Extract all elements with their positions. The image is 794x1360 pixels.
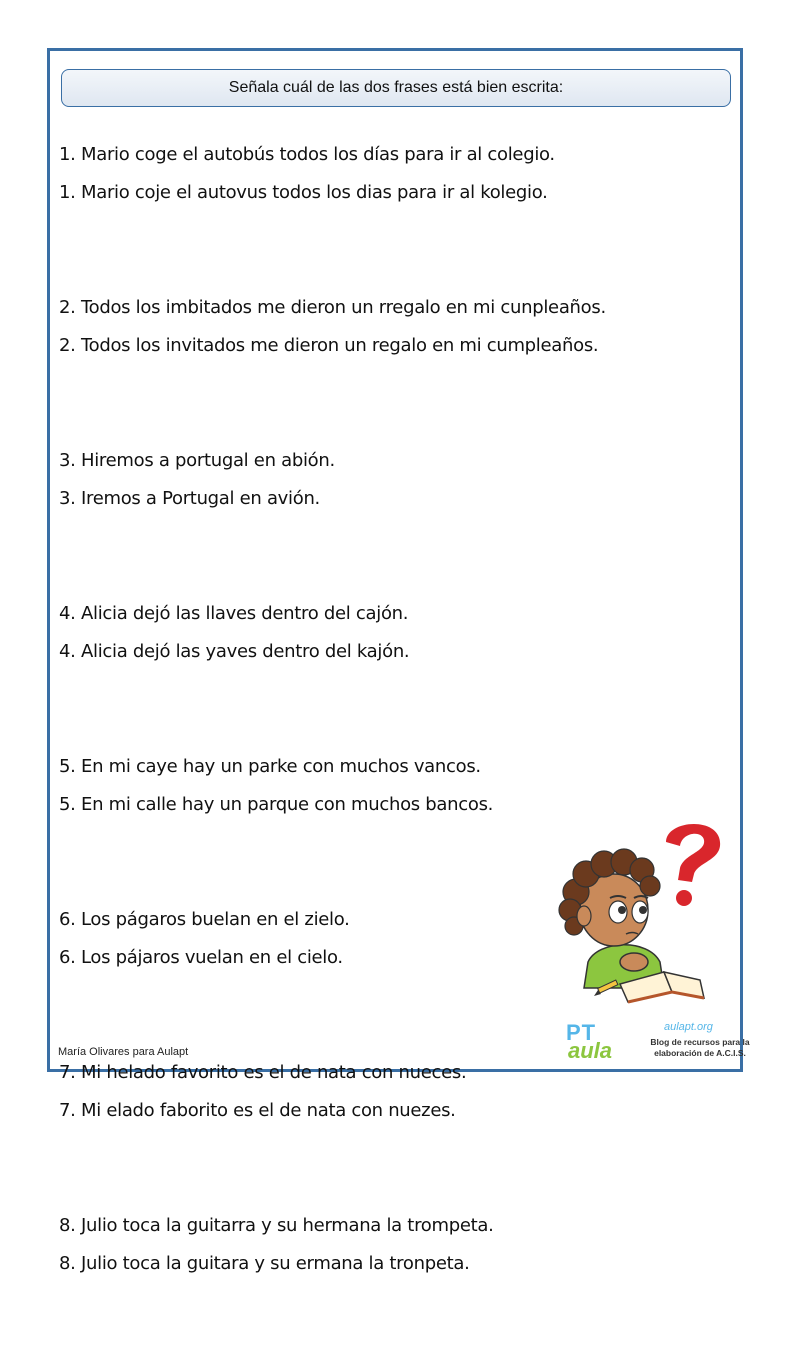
sentence-option[interactable]: 2. Todos los imbitados me dieron un rregalo en mi cunpleaños. <box>59 297 606 318</box>
aulapt-logo[interactable] <box>566 1018 756 1068</box>
instruction-title: Señala cuál de las dos frases está bien escrita: <box>228 79 564 96</box>
sentence-option[interactable]: 1. Mario coge el autobús todos los días para ir al colegio. <box>59 144 555 165</box>
sentence-option[interactable]: 6. Los pájaros vuelan en el cielo. <box>59 947 343 968</box>
sentence-option[interactable]: 5. En mi caye hay un parke con muchos vancos. <box>59 756 481 777</box>
sentence-pair-3 <box>59 442 719 595</box>
logo-tagline-line1: Blog de recursos para la <box>650 1037 750 1047</box>
question-mark-icon <box>666 824 720 906</box>
sentence-option[interactable]: 7. Mi elado faborito es el de nata con nuezes. <box>59 1100 456 1121</box>
sentence-option[interactable]: 7. Mi helado favorito es el de nata con nueces. <box>59 1062 467 1083</box>
sentence-pair-7 <box>59 1054 719 1207</box>
logo-tagline <box>644 1037 756 1059</box>
sentence-option[interactable]: 5. En mi calle hay un parque con muchos bancos. <box>59 794 494 815</box>
sentence-pair-2 <box>59 289 719 442</box>
sentence-option[interactable]: 4. Alicia dejó las yaves dentro del kajón. <box>59 641 410 662</box>
author-credit: María Olivares para Aulapt <box>58 1046 189 1058</box>
sentence-option[interactable]: 8. Julio toca la guitara y su ermana la tronpeta. <box>59 1253 470 1274</box>
sentence-option[interactable]: 2. Todos los invitados me dieron un regalo en mi cumpleaños. <box>59 335 599 356</box>
logo-tagline-line2: elaboración de A.C.I.S. <box>654 1048 746 1058</box>
sentence-pair-1 <box>59 136 719 289</box>
sentence-pair-4 <box>59 595 719 748</box>
sentence-list <box>59 136 719 1360</box>
sentence-option[interactable]: 8. Julio toca la guitarra y su hermana la trompeta. <box>59 1215 494 1236</box>
sentence-option[interactable]: 3. Iremos a Portugal en avión. <box>59 488 320 509</box>
sentence-option[interactable]: 4. Alicia dejó las llaves dentro del cajón. <box>59 603 409 624</box>
logo-url[interactable]: aulapt.org <box>664 1021 713 1033</box>
sentence-pair-8 <box>59 1207 719 1360</box>
instruction-box <box>61 69 731 107</box>
sentence-option[interactable]: 6. Los págaros buelan en el zielo. <box>59 909 350 930</box>
logo-aula-text: aula <box>568 1038 613 1063</box>
sentence-option[interactable]: 3. Hiremos a portugal en abión. <box>59 450 335 471</box>
sentence-option[interactable]: 1. Mario coje el autovus todos los dias para ir al kolegio. <box>59 182 548 203</box>
thinking-boy-illustration <box>548 812 730 1008</box>
logo-pt-text: PT <box>566 1020 597 1045</box>
